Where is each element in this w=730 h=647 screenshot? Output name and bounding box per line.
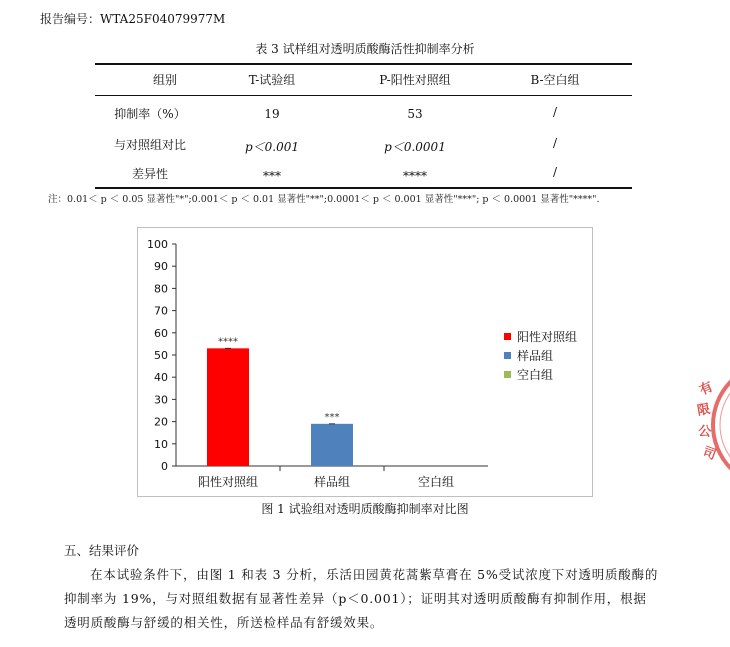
y-tick-label: 100 [147, 238, 168, 251]
table-header-rule [95, 95, 632, 96]
table-header-positive: P-阳性对照组 [379, 73, 451, 87]
svg-text:公: 公 [697, 424, 712, 441]
table-header-group: 组别 [152, 73, 177, 87]
y-tick-label: 40 [154, 371, 168, 385]
y-tick-label: 0 [161, 460, 168, 473]
table-cell: 53 [407, 107, 423, 121]
x-tick-label: 空白组 [417, 475, 455, 489]
y-tick-label: 30 [154, 393, 168, 407]
legend-label: 空白组 [517, 368, 554, 382]
company-seal [690, 355, 730, 495]
legend-swatch [504, 333, 511, 340]
significance-label: *** [324, 411, 340, 423]
table-row-label: 与对照组对比 [113, 138, 186, 152]
bar [311, 424, 353, 466]
svg-text:限: 限 [696, 401, 712, 419]
x-tick-label: 阳性对照组 [197, 475, 259, 489]
table-cell: 19 [264, 107, 280, 121]
significance-label: **** [218, 336, 238, 348]
y-tick-label: 10 [154, 437, 168, 451]
table-header-test: T-试验组 [248, 73, 296, 87]
table-cell: / [552, 136, 558, 150]
y-tick-label: 90 [154, 260, 168, 274]
bar-chart [138, 228, 592, 496]
svg-text:司: 司 [700, 444, 718, 464]
report-number: 报告编号：WTA25F04079977M [40, 12, 226, 26]
table-cell: *** [263, 169, 281, 183]
table-cell: / [552, 105, 558, 119]
table-note: 注：0.01＜ p ＜ 0.05 显著性"*";0.001＜ p ＜ 0.01 显著性"**";0.0001＜ p ＜ 0.001 显著性"***"; p ＜ 0.0001 显著性"****". [48, 194, 600, 205]
y-tick-label: 70 [154, 304, 168, 318]
y-tick-label: 80 [154, 282, 168, 296]
y-tick-label: 60 [154, 326, 168, 340]
table-header-blank: B-空白组 [530, 73, 580, 87]
table-top-rule [95, 63, 632, 65]
y-tick-label: 50 [154, 349, 168, 362]
figure-caption: 图 1 试验组对透明质酸酶抑制率对比图 [261, 502, 469, 516]
table-cell: p＜0.0001 [384, 140, 446, 154]
legend-swatch [504, 371, 511, 378]
table-caption: 表 3 试样组对透明质酸酶活性抑制率分析 [255, 42, 475, 56]
paragraph-line: 在本试验条件下，由图 1 和表 3 分析，乐活田园黄花蒿紫草膏在 5%受试浓度下对透明质酸酶的 [90, 567, 659, 582]
y-tick-label: 20 [154, 415, 168, 429]
table-row-label: 抑制率（%） [114, 107, 186, 121]
table-cell: **** [403, 169, 427, 183]
table-bottom-rule [95, 187, 632, 189]
table-cell: p＜0.001 [244, 140, 300, 154]
legend-label: 阳性对照组 [517, 330, 578, 344]
table-cell: / [552, 165, 558, 179]
legend-label: 样品组 [517, 349, 554, 363]
legend-swatch [504, 352, 511, 359]
table-row-label: 差异性 [131, 167, 168, 181]
section-title: 五、结果评价 [64, 543, 140, 558]
paragraph-line: 透明质酸酶与舒缓的相关性，所送检样品有舒缓效果。 [64, 615, 384, 630]
paragraph-line: 抑制率为 19%，与对照组数据有显著性差异（p＜0.001）；证明其对透明质酸酶有抑制作用，根据 [64, 591, 647, 606]
bar [207, 348, 249, 466]
chart-frame [137, 227, 593, 497]
svg-text:有: 有 [697, 379, 716, 399]
x-tick-label: 样品组 [313, 475, 351, 489]
